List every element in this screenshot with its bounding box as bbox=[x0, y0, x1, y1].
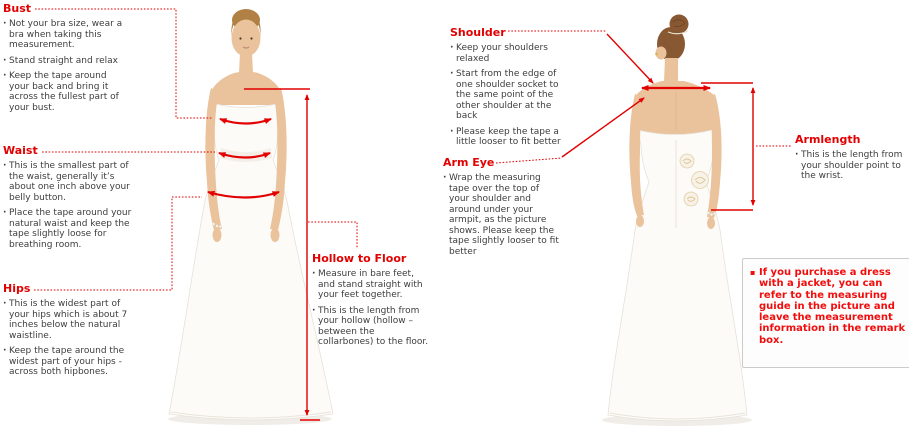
bullet-dot: · bbox=[312, 305, 316, 316]
section-waist bbox=[3, 144, 136, 255]
section-armlength bbox=[795, 133, 903, 187]
bust-bullet-1-text: Not your bra size, wear a bra when taking this measurement. bbox=[9, 19, 123, 50]
hollow-bullet-2-text: This is the length from your hollow (hollow – between the collarbones) to the floor. bbox=[318, 305, 429, 347]
hollow-connector-line bbox=[308, 222, 357, 249]
front-chest bbox=[211, 72, 281, 106]
bust-bullet-2 bbox=[3, 56, 124, 67]
hips-bullet-1-text: This is the widest part of your hips which is about 7 inches below the natural waistline. bbox=[9, 299, 128, 341]
hollow-to-floor-title: Hollow to Floor bbox=[312, 252, 407, 265]
bust-bullet-3-text: Keep the tape around your back and bring it across the fullest part of your bust. bbox=[9, 71, 119, 113]
shoulder-connector-arrow bbox=[607, 34, 653, 83]
bust-bullet-1 bbox=[3, 19, 124, 51]
bullet-dot: · bbox=[450, 126, 454, 137]
section-hips bbox=[3, 282, 134, 383]
waist-bullet-2-text: Place the tape around your natural waist and keep the tape slightly loose for breathing room. bbox=[9, 208, 132, 250]
shoulder-title: Shoulder bbox=[450, 26, 506, 39]
bust-bullet-3 bbox=[3, 71, 124, 113]
section-shoulder bbox=[450, 26, 566, 153]
hollow-bullet-1-text: Measure in bare feet, and stand straight with your feet together. bbox=[318, 269, 423, 300]
bullet-dot: · bbox=[3, 55, 7, 66]
bullet-dot: · bbox=[3, 346, 7, 356]
note-text: If you purchase a dress with a jacket, you can refer to the measuring guide in the picture and leave the measurement information in the remark box. bbox=[759, 267, 906, 346]
shoulder-bullet-3-text: Please keep the tape a little looser to fit better bbox=[456, 126, 561, 147]
shoulder-bullet-3 bbox=[450, 127, 566, 148]
section-arm-eye bbox=[443, 156, 560, 262]
front-right-eye bbox=[250, 37, 252, 39]
waist-bullet-1 bbox=[3, 161, 136, 203]
bullet-dot: · bbox=[450, 69, 454, 79]
arm-eye-bullet-1-text: Wrap the measuring tape over the top of your shoulder and around under your armpit, as the picture shows. Please keep the tape slightly looser to fit better bbox=[449, 173, 559, 257]
note-bullet-square: ▪ bbox=[750, 268, 756, 277]
front-model-figure bbox=[168, 9, 333, 425]
bullet-dot: · bbox=[795, 150, 799, 160]
waist-title: Waist bbox=[3, 144, 38, 157]
front-right-hand bbox=[271, 228, 280, 242]
bullet-dot: · bbox=[3, 208, 7, 218]
section-hollow-to-floor bbox=[312, 252, 430, 353]
bullet-dot: · bbox=[450, 43, 454, 53]
jacket-note-box bbox=[742, 258, 909, 368]
armlength-bullet-1 bbox=[795, 150, 903, 182]
hips-bullet-1 bbox=[3, 299, 134, 341]
hollow-bullet-1 bbox=[312, 269, 430, 301]
shoulder-bullet-2-text: Start from the edge of one shoulder socket to the same point of the other shoulder at the back bbox=[456, 69, 559, 121]
front-left-eye bbox=[239, 37, 241, 39]
back-left-hand bbox=[636, 215, 644, 227]
waist-bullet-1-text: This is the smallest part of the waist, generally it’s about one inch above your belly button. bbox=[9, 161, 130, 203]
front-head bbox=[232, 20, 261, 57]
bullet-dot: · bbox=[3, 299, 7, 309]
back-dress bbox=[608, 130, 747, 421]
hollow-bullet-2 bbox=[312, 306, 430, 348]
bust-bullet-2-text: Stand straight and relax bbox=[9, 55, 118, 66]
hips-title: Hips bbox=[3, 282, 31, 295]
arm-eye-bullet-1 bbox=[443, 173, 560, 257]
bust-title: Bust bbox=[3, 2, 32, 15]
back-model-figure bbox=[602, 15, 752, 427]
back-earring bbox=[655, 53, 658, 56]
armlength-title: Armlength bbox=[795, 133, 861, 146]
shoulder-bullet-1-text: Keep your shoulders relaxed bbox=[456, 43, 548, 64]
shoulder-bullet-2 bbox=[450, 69, 566, 122]
arm-eye-title: Arm Eye bbox=[443, 156, 495, 169]
section-bust bbox=[3, 2, 124, 118]
bullet-dot: · bbox=[3, 71, 7, 81]
bullet-dot: · bbox=[312, 269, 316, 279]
bullet-dot: · bbox=[3, 19, 7, 29]
hips-bullet-2-text: Keep the tape around the widest part of your hips - across both hipbones. bbox=[9, 346, 125, 377]
bullet-dot: · bbox=[443, 173, 447, 183]
waist-bullet-2 bbox=[3, 208, 136, 250]
front-dress bbox=[169, 104, 333, 420]
back-neck bbox=[664, 58, 678, 82]
back-right-hand bbox=[707, 217, 715, 229]
bullet-dot: · bbox=[3, 161, 7, 171]
front-left-hand bbox=[213, 228, 222, 242]
hips-bullet-2 bbox=[3, 346, 134, 378]
armlength-bullet-1-text: This is the length from your shoulder point to the wrist. bbox=[801, 150, 903, 181]
shoulder-bullet-1 bbox=[450, 43, 566, 64]
